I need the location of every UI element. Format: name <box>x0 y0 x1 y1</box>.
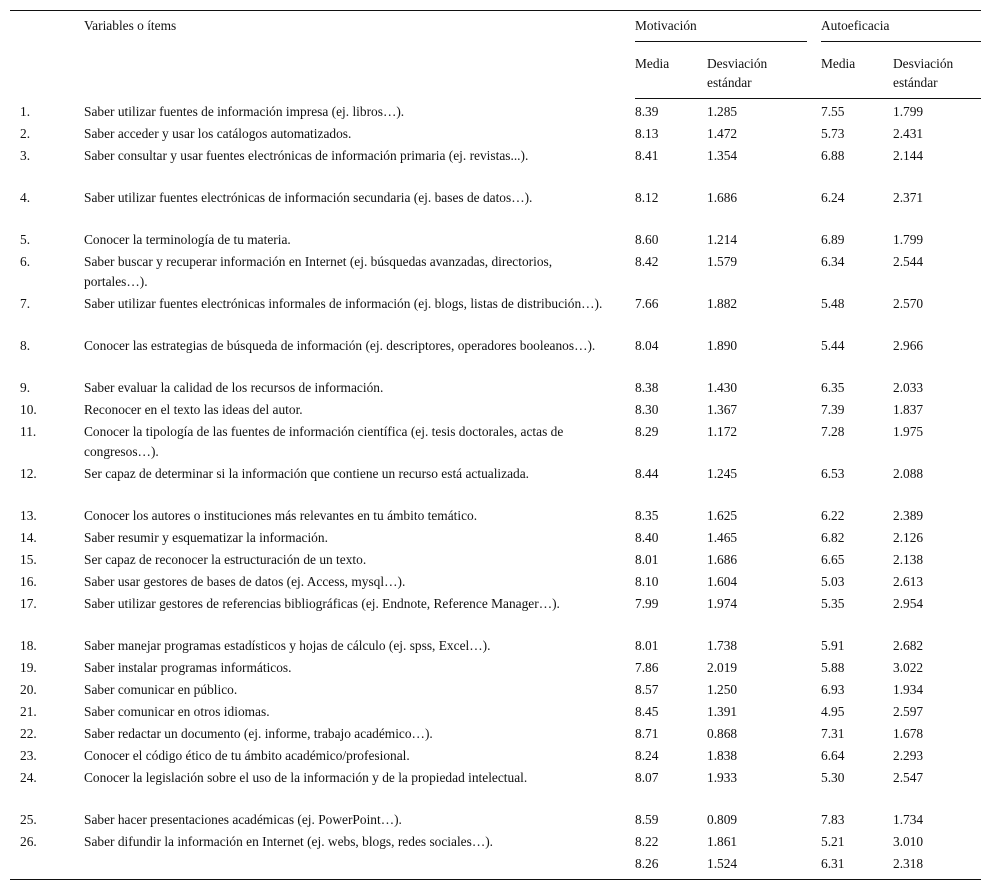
motivation-mean: 8.39 <box>635 104 659 119</box>
selfefficacy-mean: 7.31 <box>821 726 845 741</box>
row-number: 10. <box>20 402 37 417</box>
row-item: Saber manejar programas estadísticos y hojas de cálculo (ej. spss, Excel…). <box>84 638 491 653</box>
motivation-sd: 1.838 <box>707 748 738 763</box>
motivation-sd: 1.625 <box>707 508 738 523</box>
motivation-sd: 1.430 <box>707 380 738 395</box>
table-row <box>10 809 981 831</box>
selfefficacy-mean: 5.30 <box>821 770 845 785</box>
row-item: Conocer la tipología de las fuentes de información científica (ej. tesis doctorales, actas de congresos…). <box>84 424 564 459</box>
motivation-sd: 1.472 <box>707 126 738 141</box>
selfefficacy-mean: 5.48 <box>821 296 845 311</box>
motivation-mean: 7.86 <box>635 660 659 675</box>
table-row <box>10 571 981 593</box>
motivation-mean: 7.99 <box>635 596 659 611</box>
table-row <box>10 745 981 767</box>
header-sd-line2: estándar <box>893 75 938 90</box>
row-number: 14. <box>20 530 37 545</box>
selfefficacy-sd: 2.613 <box>893 574 924 589</box>
table-row <box>10 377 981 399</box>
header-group-selfefficacy <box>821 11 981 49</box>
row-number: 9. <box>20 380 31 395</box>
selfefficacy-mean: 5.35 <box>821 596 845 611</box>
table-row <box>10 657 981 679</box>
table-row <box>10 229 981 251</box>
motivation-mean: 8.38 <box>635 380 659 395</box>
row-item: Saber redactar un documento (ej. informe, trabajo académico…). <box>84 726 433 741</box>
row-item: Saber instalar programas informáticos. <box>84 660 292 675</box>
row-item: Saber resumir y esquematizar la información. <box>84 530 328 545</box>
selfefficacy-mean: 5.03 <box>821 574 845 589</box>
selfefficacy-sd: 2.318 <box>893 856 924 871</box>
motivation-mean: 8.29 <box>635 424 659 439</box>
selfefficacy-sd: 2.431 <box>893 126 924 141</box>
selfefficacy-mean: 6.24 <box>821 190 845 205</box>
row-number: 19. <box>20 660 37 675</box>
selfefficacy-mean: 5.73 <box>821 126 845 141</box>
motivation-sd: 1.686 <box>707 190 738 205</box>
selfefficacy-mean: 6.34 <box>821 254 845 269</box>
motivation-mean: 8.30 <box>635 402 659 417</box>
selfefficacy-sd: 1.975 <box>893 424 924 439</box>
table-row <box>10 701 981 723</box>
row-number: 11. <box>20 424 37 439</box>
motivation-sd: 1.214 <box>707 232 738 247</box>
row-number: 8. <box>20 338 31 353</box>
selfefficacy-mean: 7.39 <box>821 402 845 417</box>
motivation-mean: 8.71 <box>635 726 659 741</box>
header-sd-line2: estándar <box>707 75 752 90</box>
motivation-sd: 1.882 <box>707 296 738 311</box>
selfefficacy-mean: 6.88 <box>821 148 845 163</box>
selfefficacy-sd: 2.293 <box>893 748 924 763</box>
header-variables: Variables o ítems <box>84 18 177 33</box>
table-row <box>10 527 981 549</box>
selfefficacy-mean: 6.53 <box>821 466 845 481</box>
selfefficacy-sd: 1.799 <box>893 232 924 247</box>
motivation-mean: 8.45 <box>635 704 659 719</box>
selfefficacy-sd: 2.597 <box>893 704 924 719</box>
table-row <box>10 463 981 505</box>
selfefficacy-sd: 3.010 <box>893 834 924 849</box>
selfefficacy-mean: 7.55 <box>821 104 845 119</box>
selfefficacy-sd: 1.734 <box>893 812 924 827</box>
motivation-mean: 8.24 <box>635 748 659 763</box>
selfefficacy-mean: 6.22 <box>821 508 845 523</box>
row-item: Ser capaz de determinar si la información que contiene un recurso está actualizada. <box>84 466 530 481</box>
selfefficacy-mean: 7.28 <box>821 424 845 439</box>
row-item: Saber buscar y recuperar información en Internet (ej. búsquedas avanzadas, directorios, portales…). <box>84 254 553 289</box>
row-item: Conocer los autores o instituciones más relevantes en tu ámbito temático. <box>84 508 478 523</box>
row-number: 12. <box>20 466 37 481</box>
selfefficacy-sd: 2.547 <box>893 770 924 785</box>
row-number: 7. <box>20 296 31 311</box>
row-number: 4. <box>20 190 31 205</box>
row-number: 24. <box>20 770 37 785</box>
selfefficacy-sd: 1.799 <box>893 104 924 119</box>
selfefficacy-mean: 6.64 <box>821 748 845 763</box>
row-item: Saber evaluar la calidad de los recursos de información. <box>84 380 384 395</box>
header-selfefficacy-mean: Media <box>821 48 893 99</box>
row-item: Saber comunicar en público. <box>84 682 238 697</box>
row-item: Conocer las estrategias de búsqueda de información (ej. descriptores, operadores booleanos…). <box>84 338 596 353</box>
row-number: 3. <box>20 148 31 163</box>
motivation-mean: 8.44 <box>635 466 659 481</box>
selfefficacy-sd: 2.126 <box>893 530 924 545</box>
table-row <box>10 505 981 527</box>
selfefficacy-mean: 6.82 <box>821 530 845 545</box>
motivation-sd: 1.861 <box>707 834 738 849</box>
table-row <box>10 853 981 880</box>
row-number: 25. <box>20 812 37 827</box>
row-item: Saber hacer presentaciones académicas (ej. PowerPoint…). <box>84 812 402 827</box>
header-sd-line1: Desviación <box>707 56 768 71</box>
motivation-sd: 1.933 <box>707 770 738 785</box>
header-sd-line1: Desviación <box>893 56 954 71</box>
motivation-sd: 1.245 <box>707 466 738 481</box>
selfefficacy-mean: 5.91 <box>821 638 845 653</box>
motivation-mean: 8.40 <box>635 530 659 545</box>
motivation-mean: 8.13 <box>635 126 659 141</box>
selfefficacy-sd: 2.544 <box>893 254 924 269</box>
row-item: Conocer la legislación sobre el uso de la información y de la propiedad intelectual. <box>84 770 528 785</box>
header-number <box>10 11 84 99</box>
row-item: Saber utilizar fuentes de información impresa (ej. libros…). <box>84 103 405 119</box>
motivation-sd: 1.524 <box>707 856 738 871</box>
table-row <box>10 767 981 809</box>
selfefficacy-mean: 6.93 <box>821 682 845 697</box>
table-row <box>10 421 981 463</box>
motivation-mean: 7.66 <box>635 296 659 311</box>
selfefficacy-sd: 3.022 <box>893 660 924 675</box>
table-row <box>10 335 981 377</box>
selfefficacy-mean: 7.83 <box>821 812 845 827</box>
row-item: Saber difundir la información en Internet (ej. webs, blogs, redes sociales…). <box>84 834 494 849</box>
motivation-sd: 1.172 <box>707 424 738 439</box>
motivation-sd: 1.974 <box>707 596 738 611</box>
table-row <box>10 187 981 229</box>
motivation-sd: 1.367 <box>707 402 738 417</box>
row-item: Saber comunicar en otros idiomas. <box>84 704 270 719</box>
table-row <box>10 123 981 145</box>
selfefficacy-mean: 6.89 <box>821 232 845 247</box>
row-number: 18. <box>20 638 37 653</box>
header-row-groups <box>10 11 981 49</box>
motivation-sd: 1.579 <box>707 254 738 269</box>
motivation-mean: 8.59 <box>635 812 659 827</box>
selfefficacy-mean: 5.44 <box>821 338 845 353</box>
motivation-sd: 1.354 <box>707 148 738 163</box>
row-number: 13. <box>20 508 37 523</box>
row-item: Saber utilizar fuentes electrónicas informales de información (ej. blogs, listas de distribución…). <box>84 296 603 311</box>
motivation-mean: 8.60 <box>635 232 659 247</box>
selfefficacy-sd: 2.682 <box>893 638 924 653</box>
header-group-selfefficacy-label: Autoeficacia <box>821 18 981 42</box>
selfefficacy-sd: 2.371 <box>893 190 924 205</box>
selfefficacy-mean: 6.31 <box>821 856 845 871</box>
motivation-mean: 8.42 <box>635 254 659 269</box>
motivation-sd: 1.604 <box>707 574 738 589</box>
header-group-motivation <box>635 11 821 49</box>
row-number: 1. <box>20 103 31 119</box>
selfefficacy-mean: 6.65 <box>821 552 845 567</box>
motivation-sd: 0.868 <box>707 726 738 741</box>
selfefficacy-sd: 1.678 <box>893 726 924 741</box>
motivation-mean: 8.57 <box>635 682 659 697</box>
table-row <box>10 593 981 635</box>
motivation-sd: 0.809 <box>707 812 738 827</box>
motivation-sd: 1.250 <box>707 682 738 697</box>
selfefficacy-sd: 2.389 <box>893 508 924 523</box>
motivation-mean: 8.01 <box>635 638 659 653</box>
selfefficacy-mean: 6.35 <box>821 380 845 395</box>
table-row <box>10 399 981 421</box>
motivation-sd: 1.686 <box>707 552 738 567</box>
row-number: 15. <box>20 552 37 567</box>
selfefficacy-sd: 2.138 <box>893 552 924 567</box>
row-number: 5. <box>20 232 31 247</box>
selfefficacy-mean: 5.88 <box>821 660 845 675</box>
motivation-sd: 2.019 <box>707 660 738 675</box>
row-number: 20. <box>20 682 37 697</box>
motivation-sd: 1.890 <box>707 338 738 353</box>
motivation-sd: 1.391 <box>707 704 738 719</box>
row-number: 17. <box>20 596 37 611</box>
motivation-sd: 1.738 <box>707 638 738 653</box>
statistics-table <box>10 10 981 880</box>
motivation-mean: 8.41 <box>635 148 659 163</box>
header-selfefficacy-sd <box>893 48 981 99</box>
table-row <box>10 723 981 745</box>
table-row <box>10 251 981 293</box>
row-number: 16. <box>20 574 37 589</box>
row-item: Saber acceder y usar los catálogos automatizados. <box>84 126 352 141</box>
header-motivation-mean: Media <box>635 48 707 99</box>
row-item: Saber utilizar gestores de referencias bibliográficas (ej. Endnote, Reference Manager…). <box>84 596 560 611</box>
selfefficacy-sd: 2.033 <box>893 380 924 395</box>
selfefficacy-mean: 5.21 <box>821 834 845 849</box>
table-container <box>10 10 981 880</box>
motivation-mean: 8.26 <box>635 856 659 871</box>
row-item: Ser capaz de reconocer la estructuración de un texto. <box>84 552 367 567</box>
selfefficacy-mean: 4.95 <box>821 704 845 719</box>
table-row <box>10 99 981 124</box>
header-motivation-sd <box>707 48 821 99</box>
row-item <box>84 853 635 880</box>
table-row <box>10 293 981 335</box>
table-row <box>10 549 981 571</box>
selfefficacy-sd: 1.837 <box>893 402 924 417</box>
row-number: 2. <box>20 126 31 141</box>
row-item: Reconocer en el texto las ideas del autor. <box>84 402 303 417</box>
motivation-mean: 8.04 <box>635 338 659 353</box>
row-number: 6. <box>20 254 31 269</box>
row-number: 21. <box>20 704 37 719</box>
table-row <box>10 145 981 187</box>
motivation-mean: 8.12 <box>635 190 659 205</box>
row-number: 26. <box>20 834 37 849</box>
motivation-mean: 8.22 <box>635 834 659 849</box>
motivation-mean: 8.10 <box>635 574 659 589</box>
row-number: 23. <box>20 748 37 763</box>
selfefficacy-sd: 2.144 <box>893 148 924 163</box>
row-item: Conocer la terminología de tu materia. <box>84 232 291 247</box>
selfefficacy-sd: 2.570 <box>893 296 924 311</box>
table-row <box>10 679 981 701</box>
table-body <box>10 99 981 880</box>
table-row <box>10 635 981 657</box>
row-number <box>10 853 84 880</box>
motivation-mean: 8.07 <box>635 770 659 785</box>
row-number: 22. <box>20 726 37 741</box>
selfefficacy-sd: 2.966 <box>893 338 924 353</box>
motivation-mean: 8.01 <box>635 552 659 567</box>
row-item: Conocer el código ético de tu ámbito académico/profesional. <box>84 748 410 763</box>
row-item: Saber consultar y usar fuentes electrónicas de información primaria (ej. revistas...). <box>84 148 529 163</box>
row-item: Saber utilizar fuentes electrónicas de información secundaria (ej. bases de datos…). <box>84 190 533 205</box>
table-row <box>10 831 981 853</box>
selfefficacy-sd: 1.934 <box>893 682 924 697</box>
header-group-motivation-label: Motivación <box>635 18 807 42</box>
motivation-sd: 1.285 <box>707 104 738 119</box>
motivation-sd: 1.465 <box>707 530 738 545</box>
motivation-mean: 8.35 <box>635 508 659 523</box>
row-item: Saber usar gestores de bases de datos (ej. Access, mysql…). <box>84 574 406 589</box>
selfefficacy-sd: 2.954 <box>893 596 924 611</box>
selfefficacy-sd: 2.088 <box>893 466 924 481</box>
